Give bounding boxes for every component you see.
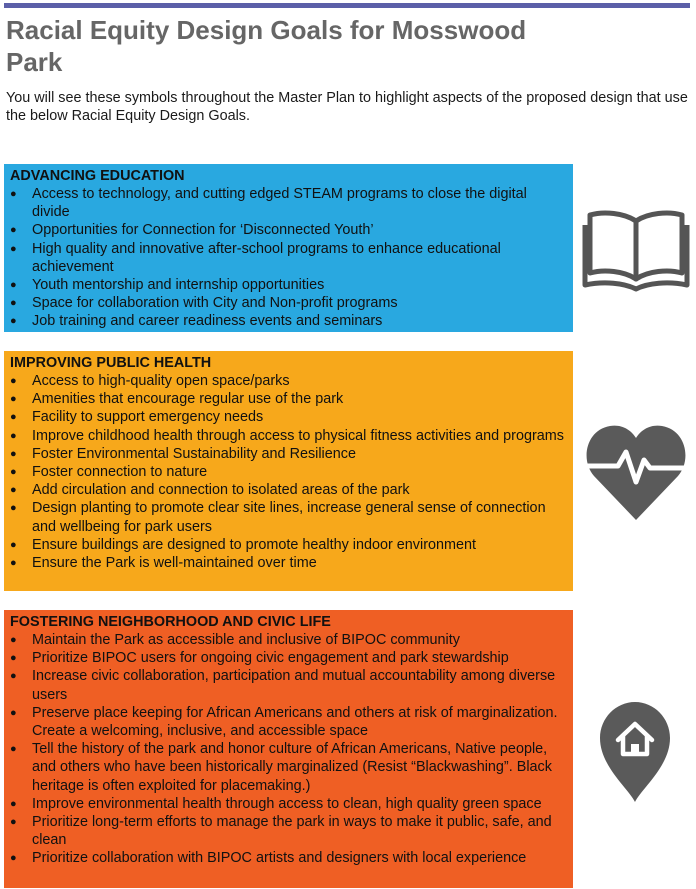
list-item: ● Space for collaboration with City and Non-profit programs (10, 294, 567, 312)
home-pin-icon (598, 700, 672, 804)
list-item: ● Preserve place keeping for African Americans and others at risk of marginalization. Create a welcoming, inclusive, and accessible space (10, 704, 567, 740)
bullet-list (10, 631, 567, 868)
list-item: ● Design planting to promote clear site lines, increase general sense of connection and wellbeing for park users (10, 499, 567, 535)
list-item: ● Tell the history of the park and honor culture of African Americans, Native people, and others who have been historically marginalized (Resist “Blackwashing”. Black heritage is often exploited for placemaking.) (10, 740, 567, 795)
list-item: ● Ensure the Park is well-maintained over time (10, 554, 567, 572)
book-icon (582, 205, 690, 293)
list-item: ● High quality and innovative after-school programs to enhance educational achievement (10, 240, 567, 276)
list-item: ● Access to high-quality open space/parks (10, 372, 567, 390)
heart-pulse-icon (584, 420, 688, 522)
page-title: Racial Equity Design Goals for Mosswood Park (6, 15, 527, 77)
list-item: ● Ensure buildings are designed to promote healthy indoor environment (10, 536, 567, 554)
list-item: ● Increase civic collaboration, participation and mutual accountability among diverse users (10, 667, 567, 703)
list-item: ● Prioritize long-term efforts to manage the park in ways to make it public, safe, and clean (10, 813, 567, 849)
bullet-list (10, 372, 567, 572)
list-item: ● Prioritize collaboration with BIPOC artists and designers with local experience (10, 849, 567, 867)
list-item: ● Facility to support emergency needs (10, 408, 567, 426)
section-fostering-neighborhood-civic-life (4, 610, 573, 888)
list-item: ● Job training and career readiness events and seminars (10, 312, 567, 330)
intro-text: You will see these symbols throughout the Master Plan to highlight aspects of the proposed design that use the below Racial Equity Design Goals. (6, 90, 688, 124)
list-item: ● Maintain the Park as accessible and inclusive of BIPOC community (10, 631, 567, 649)
list-item: ● Access to technology, and cutting edged STEAM programs to close the digital divide (10, 185, 567, 221)
list-item: ● Foster connection to nature (10, 463, 567, 481)
top-rule (4, 3, 690, 8)
section-heading: IMPROVING PUBLIC HEALTH (10, 355, 212, 371)
list-item: ● Add circulation and connection to isolated areas of the park (10, 481, 567, 499)
list-item: ● Foster Environmental Sustainability and Resilience (10, 445, 567, 463)
list-item: ● Opportunities for Connection for ‘Disconnected Youth’ (10, 221, 567, 239)
section-improving-public-health (4, 351, 573, 591)
list-item: ● Youth mentorship and internship opportunities (10, 276, 567, 294)
section-advancing-education (4, 164, 573, 332)
bullet-list (10, 185, 567, 331)
list-item: ● Improve environmental health through access to clean, high quality green space (10, 795, 567, 813)
section-heading: FOSTERING NEIGHBORHOOD AND CIVIC LIFE (10, 614, 331, 630)
list-item: ● Improve childhood health through access to physical fitness activities and programs (10, 427, 567, 445)
list-item: ● Amenities that encourage regular use of the park (10, 390, 567, 408)
section-heading: ADVANCING EDUCATION (10, 168, 185, 184)
list-item: ● Prioritize BIPOC users for ongoing civic engagement and park stewardship (10, 649, 567, 667)
